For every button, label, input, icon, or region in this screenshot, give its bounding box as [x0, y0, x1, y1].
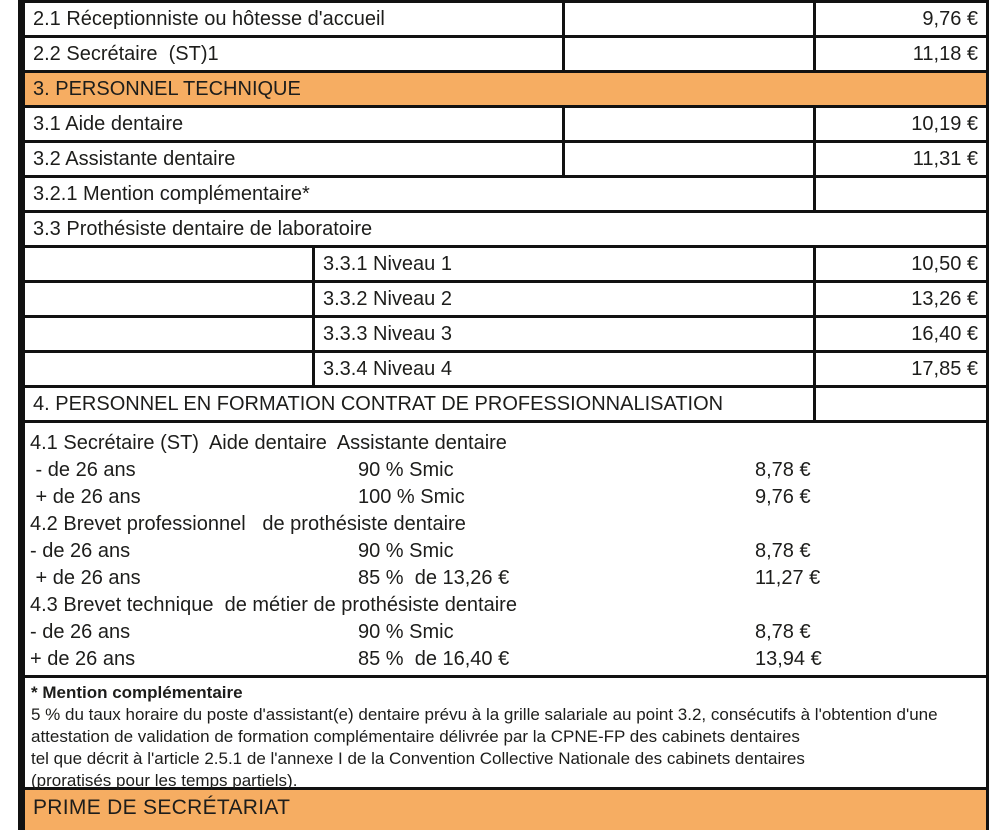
row-value: 13,26 €: [911, 287, 978, 310]
row-value: 11,31 €: [912, 147, 978, 170]
formation-rate: 85 % de 13,26 €: [358, 567, 510, 589]
table-row-secretaire: [25, 38, 986, 73]
row-value: 9,76 €: [922, 7, 978, 30]
formation-label: + de 26 ans: [30, 567, 141, 589]
table-row-receptionniste: [25, 3, 986, 38]
row-mid-cell: [565, 38, 816, 70]
formation-label: + de 26 ans: [30, 486, 141, 508]
formation-line: [25, 592, 986, 619]
table-row-niveau-3: [25, 318, 986, 353]
row-mid-cell: [565, 143, 816, 175]
row-value: 11,18 €: [912, 42, 978, 65]
formation-value: 9,76 €: [755, 486, 811, 508]
formation-value: 11,27 €: [755, 567, 821, 589]
section-header-personnel-formation: [25, 388, 986, 423]
formation-rate: 90 % Smic: [358, 459, 454, 481]
row-empty-cell: [25, 353, 315, 385]
section-header-prime-secretariat: [25, 790, 986, 830]
formation-label: 4.2 Brevet professionnel de prothésiste dentaire: [30, 513, 466, 535]
table-row-niveau-1: [25, 248, 986, 283]
formation-line: [25, 430, 986, 457]
formation-line: [25, 511, 986, 538]
formation-label: - de 26 ans: [30, 621, 131, 643]
footnote-block: [25, 678, 986, 790]
row-value: 10,50 €: [911, 252, 978, 275]
footnote-line: tel que décrit à l'article 2.5.1 de l'annexe I de la Convention Collective Nationale des cabinets dentaires: [31, 749, 805, 768]
formation-value: 8,78 €: [755, 621, 811, 643]
section-header-label: 3. PERSONNEL TECHNIQUE: [33, 77, 301, 100]
table-row-niveau-4: [25, 353, 986, 388]
footnote-line: 5 % du taux horaire du poste d'assistant(e) dentaire prévu à la grille salariale au point 3.2, consécutifs à l'obtention d'une: [31, 705, 938, 724]
formation-rate: 90 % Smic: [358, 621, 454, 643]
formation-line: [25, 538, 986, 565]
row-value: 16,40 €: [911, 322, 978, 345]
footnote-line: attestation de validation de formation complémentaire délivrée par la CPNE-FP des cabinets dentaires: [31, 727, 800, 746]
table-row-prothesiste: [25, 213, 986, 248]
row-label: 2.2 Secrétaire (ST)1: [25, 38, 565, 70]
row-label: 3.3 Prothésiste dentaire de laboratoire: [33, 217, 373, 240]
table-row-aide-dentaire: [25, 108, 986, 143]
formation-value: 8,78 €: [755, 459, 811, 481]
row-label: 2.1 Réceptionniste ou hôtesse d'accueil: [25, 3, 565, 35]
row-value: [816, 178, 986, 210]
formation-label: 4.3 Brevet technique de métier de prothésiste dentaire: [30, 594, 517, 616]
formation-label: - de 26 ans: [30, 540, 131, 562]
footnote-line: (proratisés pour les temps partiels).: [31, 771, 298, 790]
row-empty-cell: [25, 248, 315, 280]
row-label: 3.1 Aide dentaire: [25, 108, 565, 140]
section-header-label: 4. PERSONNEL EN FORMATION CONTRAT DE PROFESSIONNALISATION: [25, 388, 816, 420]
formation-label: - de 26 ans: [30, 459, 136, 481]
formation-value: 8,78 €: [755, 540, 811, 562]
salary-table: [18, 0, 989, 830]
formation-label: + de 26 ans: [30, 648, 136, 670]
formation-rate: 100 % Smic: [358, 486, 465, 508]
formation-line: [25, 565, 986, 592]
formation-line: [25, 457, 986, 484]
row-label: 3.2.1 Mention complémentaire*: [25, 178, 816, 210]
row-label: 3.3.4 Niveau 4: [315, 353, 816, 385]
footnote-title: * Mention complémentaire: [31, 683, 243, 702]
row-label: 3.3.1 Niveau 1: [315, 248, 816, 280]
row-empty-cell: [25, 283, 315, 315]
section-header-label: PRIME DE SECRÉTARIAT: [33, 796, 291, 819]
formation-line: [25, 484, 986, 511]
formation-rate: 85 % de 16,40 €: [358, 648, 510, 670]
row-empty-cell: [25, 318, 315, 350]
row-value: 17,85 €: [911, 357, 978, 380]
formation-details-block: [25, 423, 986, 678]
salary-grid-document: [18, 0, 989, 830]
formation-value: 13,94 €: [755, 648, 822, 670]
row-label: 3.3.2 Niveau 2: [315, 283, 816, 315]
section-header-personnel-technique: [25, 73, 986, 108]
table-row-mention-complementaire: [25, 178, 986, 213]
table-row-assistante-dentaire: [25, 143, 986, 178]
formation-label: 4.1 Secrétaire (ST) Aide dentaire Assistante dentaire: [30, 432, 507, 454]
formation-line: [25, 646, 986, 673]
row-mid-cell: [565, 3, 816, 35]
formation-rate: 90 % Smic: [358, 540, 454, 562]
row-label: 3.3.3 Niveau 3: [315, 318, 816, 350]
formation-line: [25, 619, 986, 646]
table-row-niveau-2: [25, 283, 986, 318]
row-label: 3.2 Assistante dentaire: [25, 143, 565, 175]
row-value: 10,19 €: [911, 112, 978, 135]
row-mid-cell: [565, 108, 816, 140]
row-value: [816, 388, 986, 420]
